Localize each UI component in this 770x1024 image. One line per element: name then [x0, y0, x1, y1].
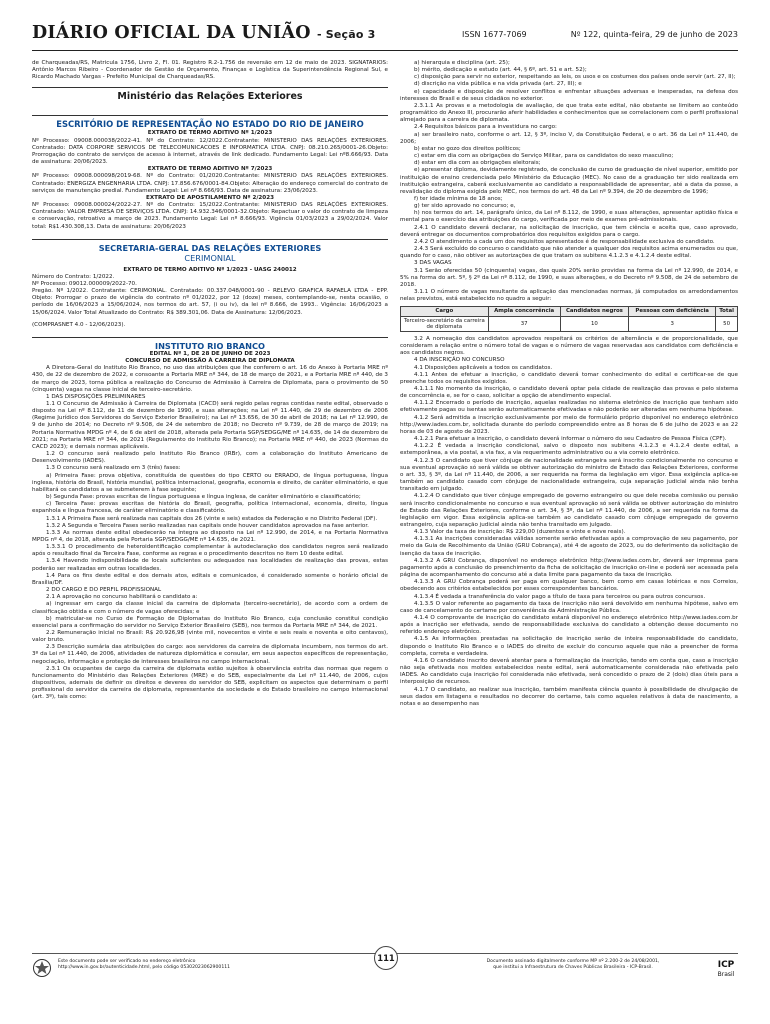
- table-cell: 50: [716, 316, 738, 331]
- verification-note: Este documento pode ser verificado no endereço eletrônico http://www.in.gov.br/autenticidade.html, pelo código 05302023062900111: [58, 959, 231, 970]
- table-header: Total: [716, 307, 738, 316]
- paragraph: c) Terceira Fase: provas escritas de história do Brasil, geografia, política internacional, economia, direito, língua espanhola e língua francesa, de caráter eliminatório e classificatório.: [32, 501, 388, 515]
- paragraph: 4.1.6 O candidato inscrito deverá atentar para a formalização da inscrição, tendo em conta que, caso a inscrição não seja efetivada nos moldes estabelecidos neste edital, será automaticamente considerada não efetivada pelo IADES. Ao candidato cuja inscrição foi considerada não efetivada, será concedido o prazo de 2 (dois) dias úteis para a interposição de recursos.: [400, 657, 738, 686]
- section-label: - Seção 3: [316, 28, 376, 41]
- paragraph: 2.1 A aprovação no concurso habilitará o candidato a:: [46, 594, 198, 601]
- paragraph: 4.1.2.4 O candidato que tiver cônjuge empregado de governo estrangeiro ou que dele receba comissão ou pensão será inscrito condicionalmente no concurso e sua eventual aprovação só será válida se obtiver autorização do ministro de Estado das Relações Exteriores, conforme o art. 34, § 3º, da Lei nº 11.440, de 2006, a ser requerida na forma da legislação em vigor. Essa exigência aplica-se também ao candidato casado com cônjuge empregado de governo estrangeiro, cuja separação judicial ainda não tenha transitado em julgado.: [400, 493, 738, 528]
- paragraph: 4.1.3.2 A GRU Cobrança, disponível no endereço eletrônico http://www.iades.com.br, deverá ser impressa para pagamento após a conclusão do preenchimento da ficha de solicitação de inscrição on-line e poderá ser acessada pela página de acompanhamento do concurso até a data limite para pagamento da taxa de inscrição.: [400, 557, 738, 579]
- table-header: Candidatos negros: [560, 307, 629, 316]
- paragraph: 2.3 Descrição sumária das atribuições do cargo: aos servidores da carreira de diplomata incumbem, nos termos do art. 3º da Lei nº 11.440, de 2006, atividades de natureza diplomática e consular, em seus aspectos específicos de representação, negociação, informação e proteção de interesses brasileiros no campo internacional.: [32, 644, 388, 665]
- paragraph: 2.4.2 O atendimento a cada um dos requisitos apresentados é de responsabilidade exclusiva do candidato.: [414, 238, 715, 245]
- table-cell: 3: [629, 316, 716, 331]
- paragraph: 2.3.1 Os ocupantes de cargo da carreira de diplomata estão sujeitos à observância estrita das normas que regem o funcionamento do Ministério das Relações Exteriores (MRE) e do SEB, especialmente da Lei nº 11.440, de 2006, cujos dispositivos, ademais de definir os direitos e deveres do servidor do SEB, explicitam os aspectos que determinam o perfil profissional do servidor da carreira de diplomata, representante da sociedade e do Estado brasileiro no campo internacional (art. 3º), tais como:: [32, 665, 388, 701]
- paragraph: e) apresentar diploma, devidamente registrado, de conclusão de curso de graduação de nível superior, emitido por instituição de ensino credenciada pelo Ministério da Educação (MEC). No caso de a graduação ter sido realizada em instituição estrangeira, caberá exclusivamente ao candidato a responsabilidade de apresentar, até a data da posse, a revalidação do diploma exigida pelo MEC, nos termos do art. 48 da Lei nº 9.394, de 20 de dezembro de 1996;: [400, 167, 738, 195]
- paragraph: 2.4.1 O candidato deverá declarar, na solicitação de inscrição, que tem ciência e aceita que, caso aprovado, deverá entregar os documentos comprobatórios dos requisitos exigidos para o cargo.: [400, 224, 738, 238]
- extract-body: Nº Processo: 09008.000098/2019-68. Nº do Contrato: 01/2020.Contratante: MINISTERIO DAS RELAÇÕES EXTERIORES. Contratado: ENERGIZA ENGENHARIA LTDA. CNPJ: 17.856.676/0001-84.Objeto: Alteração do endereço comercial do contrato de serviços de manutenção predial. Fundamento Legal: Lei nº 8.666/93. Data de assinatura: 23/06/2023.: [32, 173, 388, 194]
- journal-title: DIÁRIO OFICIAL DA UNIÃO - Seção 3: [32, 23, 376, 43]
- page-footer: [32, 945, 738, 981]
- paragraph: 4.1.3.5 O valor referente ao pagamento da taxa de inscrição não será devolvido em nenhuma hipótese, salvo em caso de cancelamento do certame por conveniência da Administração Pública.: [400, 600, 738, 614]
- office-heading: ESCRITÓRIO DE REPRESENTAÇÃO NO ESTADO DO RIO DE JANEIRO: [32, 115, 388, 130]
- paragraph: 4.1.1.1 No momento da inscrição, o candidato deverá optar pela cidade de realização das provas e pelo sistema de concorrência e, se for o caso, solicitar a opção de atendimento especial.: [400, 386, 738, 400]
- paragraph: a) hierarquia e disciplina (art. 25);: [414, 60, 510, 66]
- vacancies-table: [400, 306, 738, 332]
- comprasnet-note: (COMPRASNET 4.0 - 12/06/2023).: [32, 321, 126, 328]
- paragraph: 4.1.5 As informações prestadas na solicitação de inscrição serão de inteira responsabilidade do candidato, dispondo o Instituto Rio Branco e o IADES do direito de excluir do concurso aquele que não a preencher de forma completa, correta e verdadeira.: [400, 636, 738, 657]
- paragraph: 4.1.2.2 É vedada a inscrição condicional, salvo o disposto nos subitens 4.1.2.3 e 4.1.2.4 deste edital, a extemporânea, a via postal, a via fax, a via requerimento administrativo ou a via correio eletrônico.: [400, 443, 738, 457]
- section-heading: 4 DA INSCRIÇÃO NO CONCURSO: [414, 357, 505, 364]
- table-header-row: [401, 307, 738, 316]
- paragraph: a) ser brasileiro nato, conforme o art. 12, § 3º, inciso V, da Constituição Federal, e o art. 36 da Lei nº 11.440, de 2006;: [400, 131, 738, 145]
- extract-title: EXTRATO DE TERMO ADITIVO Nº 1/2023: [147, 130, 273, 137]
- paragraph: 4.1.3.3 A GRU Cobrança poderá ser paga em qualquer banco, bem como em casas lotéricas e nos Correios, obedecendo aos critérios estabelecidos por esses correspondentes bancários.: [400, 579, 738, 593]
- paragraph: d) discrição na vida pública e na vida privada (art. 27, III); e: [414, 81, 582, 88]
- paragraph: g) ter sido aprovado no concurso; e,: [414, 203, 516, 210]
- extract-body: Nº Processo: 09008.000024/2022-27. Nº do Contrato: 15/2022.Contratante: MINISTERIO DAS RELAÇÕES EXTERIORES. Contratado: VALOR EMPRESA DE SERVIÇOS LTDA. CNPJ: 14.932.346/0001-32.Objeto: Repactuar o valor do contrato de limpeza e conservação, retroativo a março de 2023. Fundamento Legal: Lei nº 8.666/93. Vigência 01/03/2023 a 29/02/2024. Valor total: R$1.430.308,13. Data de assinatura: 20/06/2023: [32, 202, 388, 230]
- table-header: Pessoas com deficiência: [629, 307, 716, 316]
- paragraph: 1.3.4 Havendo indisponibilidade de locais suficientes ou adequados nas localidades de realização das provas, estas poderão ser realizadas em outras localidades.: [32, 558, 388, 572]
- paragraph: 1.3.2 A Segunda e Terceira Fases serão realizadas nas capitais onde houver candidatos aprovados na fase anterior.: [46, 522, 369, 529]
- extract-title: EXTRATO DE TERMO ADITIVO Nº 7/2023: [147, 166, 273, 173]
- paragraph: 4.1.1 Antes de efetuar a inscrição, o candidato deverá tomar conhecimento do edital e certificar-se de que preenche todos os requisitos exigidos.: [400, 371, 738, 385]
- paragraph: f) ter idade mínima de 18 anos;: [414, 195, 503, 202]
- institute-heading: INSTITUTO RIO BRANCO: [32, 337, 388, 351]
- table-cell: 37: [488, 316, 560, 331]
- table-cell: Terceiro-secretário da carreira de diplomata: [401, 316, 489, 331]
- paragraph: A Diretora-Geral do Instituto Rio Branco, no uso das atribuições que lhe conferem o art. 16 do Anexo à Portaria MRE nº 430, de 22 de dezembro de 2022, e consoante a Portaria MRE nº 344, de 18 de março de 2021, e a Portaria MRE nº 440, de 3 de março de 2023, torna pública a realização do Concurso de Admissão à Carreira de Diplomata, para o provimento de 50 (cinquenta) vagas na classe inicial de terceiro-secretário.: [32, 365, 388, 393]
- cerimonial-heading: CERIMONIAL: [184, 252, 236, 263]
- table-row: [401, 316, 738, 331]
- section-heading: 2 DO CARGO E DO PERFIL PROFISSIONAL: [46, 587, 162, 594]
- extract-body: Nº Processo: 09008.000038/2022-41. Nº do Contrato: 12/2022.Contratante: MINISTERIO DAS RELAÇÕES EXTERIORES. Contratado: DATA CORPORE SERVICOS DE TELECOMUNICACOES E INFORMATICA LTDA. CNPJ: 08.210.265/0001-26.Objeto: Prorrogação do contrato de serviços de acesso à internet, através de link dedicado. Fundamento Legal: Lei nº8.666/93. Data de assinatura: 20/06/2023.: [32, 137, 388, 166]
- paragraph: 1.2 O concurso será realizado pelo Instituto Rio Branco (IRBr), com a colaboração do Instituto Americano de Desenvolvimento (IADES).: [32, 451, 388, 465]
- paragraph: 1.3.1 A Primeira Fase será realizada nas capitais dos 26 (vinte e seis) estados da Federação e no Distrito Federal (DF).: [46, 515, 378, 522]
- paragraph: b) Segunda Fase: provas escritas de língua portuguesa e língua inglesa, de caráter eliminatório e classificatório;: [46, 494, 361, 501]
- paragraph: 4.1.2 Será admitida a inscrição exclusivamente por meio de formulário próprio disponível no endereço eletrônico http://www.iades.com.br, solicitada durante do período compreendido entre as 8 horas de 6 de julho de 2023 e as 22 horas de 03 de agosto de 2023.: [400, 414, 738, 435]
- section-heading: 3 DAS VAGAS: [414, 260, 452, 267]
- paragraph: 4.1.2.1 Para efetuar a inscrição, o candidato deverá informar o número do seu Cadastro de Pessoa Física (CPF).: [414, 436, 727, 443]
- paragraph: 1.3.3.1 O procedimento de heteroidentificação complementar à autodeclaração dos candidatos negros será realizado após o resultado final da Terceira Fase, conforme as regras e o procedimento descritos no item 10 deste edital.: [32, 544, 388, 558]
- paragraph: b) mérito, dedicação e estudo (art. 44, § 6º, art. 51 e art. 52);: [414, 67, 587, 74]
- paragraph: h) nos termos do art. 14, parágrafo único, da Lei nº 8.112, de 1990, e suas alterações, apresentar aptidão física e mental para o exercício das atribuições do cargo, verificada por meio de exames pré-admissionais.: [400, 210, 738, 224]
- paragraph: b) estar no gozo dos direitos políticos;: [414, 145, 521, 152]
- paragraph: 4.1.2.3 O candidato que tiver cônjuge de nacionalidade estrangeira será inscrito condicionalmente no concurso e sua eventual aprovação só será válida se obtiver autorização do ministro de Estado das Relações Exteriores, conforme o art. 33, § 3º, da Lei nº 11.440, de 2006, a ser requerida na forma da legislação em vigor. Essa exigência aplica-se também ao candidato casado com cônjuge de nacionalidade estrangeira, cuja separação judicial ainda não tenha transitado em julgado.: [400, 457, 738, 493]
- paragraph: de Charqueadas/RS, Matrícula 1756, Livro 2, Fl. 01. Registro R.2-1.756 de reversão em 12 de maio de 2023. SIGNATÁRIOS: Antônio Marcos Ribeiro - Coordenador de Gestão de Orçamento, Finanças e Logística da Superintendência Regional Sul, e Ricardo Machado Vargas - Prefeito Municipal de Charqueadas/RS.: [32, 60, 388, 81]
- paragraph: 4.1.3.4 É vedada a transferência do valor pago a título de taxa para terceiros ou para outros concursos.: [414, 593, 706, 600]
- paragraph: 1.4 Para os fins deste edital e dos demais atos, editais e comunicados, é considerado somente o horário oficial de Brasília/DF.: [32, 572, 388, 586]
- secretariat-heading: SECRETARIA-GERAL DAS RELAÇÕES EXTERIORES: [32, 239, 388, 253]
- signature-note: Documento assinado digitalmente conforme MP nº 2.200-2 de 24/08/2001, que institui a Infraestrutura de Chaves Públicas Brasileira - ICP-Brasil.: [486, 959, 660, 970]
- page-number: 111: [374, 946, 398, 970]
- paragraph: a) ingressar em cargo da classe inicial da carreira de diplomata (terceiro-secretário), de acordo com a ordem de classificação obtida e com o número de vagas oferecidas; e: [32, 601, 388, 615]
- extract-body: Número do Contrato: 1/2022. Nº Processo: 09012.000009/2022-70. Pregão. Nº 1/2022. Contratante: CERIMONIAL. Contratado: 00.337.048/0001-90 - RELEVO GRAFICA RAFAELA LTDA - EPP. Objeto: Prorrogar o prazo de vigência do contrato nº 01/2022, por 12 (doze) meses, contemplando-se, nesta ocasião, o período de 16/06/2023 a 15/06/2024, nos termos do art. 57, (i ou iv), da lei nº 8.666, de 1993.. Vigência: 16/06/2023 a 15/06/2024. Valor Total Atualizado do Contrato: R$ 389.301,06. Data de Assinatura: 12/06/2023.: [32, 273, 388, 316]
- ministry-heading: Ministério das Relações Exteriores: [32, 87, 388, 103]
- issn: ISSN 1677-7069: [462, 30, 527, 39]
- coat-of-arms-icon: [32, 958, 52, 978]
- paragraph: a) Primeira Fase: prova objetiva, constituída de questões do tipo CERTO ou ERRADO, de língua portuguesa, língua inglesa, história do Brasil, história mundial, política internacional, geografia, economia e direito, de caráter eliminatório, e que habilitará os candidatos a se submeterem à fase seguinte;: [32, 472, 388, 493]
- edition-date: Nº 122, quinta-feira, 29 de junho de 2023: [570, 30, 738, 39]
- extract-title: EXTRATO DE APOSTILAMENTO Nº 2/2023: [146, 194, 274, 201]
- paragraph: 4.1.7 O candidato, ao realizar sua inscrição, também manifesta ciência quanto à possibilidade de divulgação de seus dados em listagens e resultados no decorrer do certame, tais como aqueles relativos à data de nascimento, a notas e ao desempenho nas: [400, 686, 738, 707]
- table-header: Ampla concorrência: [488, 307, 560, 316]
- right-column: [400, 60, 738, 952]
- paragraph: c) disposição para servir no exterior, respeitando as leis, os usos e os costumes dos países onde servir (art. 27, II);: [414, 74, 736, 81]
- svg-text:Brasil: Brasil: [717, 971, 735, 978]
- paragraph: 1.3.3 As normas deste edital obedecerão na íntegra ao disposto na Lei nº 12.990, de 2014, e na Portaria Normativa MPDG nº 4, de 2018, alterada pela Portaria SGP/SEDGG/ME nº 14.635, de 2021.: [32, 529, 388, 543]
- paragraph: 3.1 Serão oferecidas 50 (cinquenta) vagas, das quais 20% serão providas na forma da Lei nº 12.990, de 2014, e 5% na forma do art. 5º, § 2º da Lei nº 8.112, de 1990, e suas alterações, e do Decreto nº 9.508, de 24 de setembro de 2018.: [400, 267, 738, 288]
- paragraph: 4.1.3.1 As inscrições consideradas válidas somente serão efetivadas após a comprovação de seu pagamento, por meio da Guia de Recolhimento da União (GRU Cobrança), até 4 de agosto de 2023, ou do deferimento da solicitação de isenção da taxa de inscrição.: [400, 536, 738, 557]
- edital-title: EDITAL Nº 1, DE 28 DE JUNHO DE 2023 CONCURSO DE ADMISSÃO À CARREIRA DE DIPLOMATA: [125, 350, 295, 365]
- icp-brasil-logo-icon: [714, 956, 738, 980]
- paragraph: 2.3.1.1 As provas e a metodologia de avaliação, de que trata este edital, não obstante se limitem ao conteúdo programático do Anexo III, procurarão aferir habilidades e conhecimentos que se correlacionem com o perfil profissional almejado para a carreira de diplomata.: [400, 102, 738, 124]
- paragraph: b) matricular-se no Curso de Formação de Diplomatas do Instituto Rio Branco, cuja conclusão constitui condição essencial para a confirmação do servidor no Serviço Exterior Brasileiro (SEB), nos termos da Portaria MRE nº 344, de 2021.: [32, 615, 388, 629]
- paragraph: 4.1 Disposições aplicáveis a todos os candidatos.: [414, 364, 553, 371]
- paragraph: 3.2 A nomeação dos candidatos aprovados respeitará os critérios de alternância e de proporcionalidade, que consideram a relação entre o número total de vagas e o número de vagas reservadas aos candidatos com deficiência e aos candidatos negros.: [400, 335, 738, 357]
- paragraph: d) estar em dia com as obrigações eleitorais;: [414, 160, 541, 167]
- paragraph: 4.1.4 O comprovante de inscrição do candidato estará disponível no endereço eletrônico http://www.iades.com.br após a inscrição ser efetivada, sendo de responsabilidade exclusiva do candidato a obtenção desse documento no referido endereço eletrônico.: [400, 615, 738, 636]
- paragraph: 1.1 O Concurso de Admissão à Carreira de Diplomata (CACD) será regido pelas regras contidas neste edital, observado o disposto na Lei nº 8.112, de 11 de dezembro de 1990, e suas alterações; na Lei nº 11.440, de 29 de dezembro de 2006 (Regime Jurídico dos Servidores do Serviço Exterior Brasileiro); na Lei nº 13.656, de 30 de abril de 2018; na Lei nº 12.990, de 9 de junho de 2014; no Decreto nº 9.508, de 24 de setembro de 2018; no Decreto nº 9.739, de 28 de março de 2019; na Portaria Normativa MPDG nº 4, de 6 de abril de 2018, alterada pela Portaria SGP/SEDGG/ME nº 14.635, de 14 de dezembro de 2021; na Portaria MRE nº 344, de 2021 (Regulamento do Instituto Rio Branco); na Portaria MRE nº 440, de 2023 (Normas do CACD 2023); e demais normas aplicáveis.: [32, 401, 388, 450]
- extract-title: EXTRATO DE TERMO ADITIVO Nº 1/2023 - UASG 240012: [123, 266, 297, 273]
- paragraph: 1.3 O concurso será realizado em 3 (três) fases:: [46, 465, 181, 472]
- page-header: [32, 21, 738, 51]
- paragraph: c) estar em dia com as obrigações do Serviço Militar, para os candidatos do sexo masculino;: [414, 153, 674, 160]
- paragraph: 2.4 Requisitos básicos para a investidura no cargo:: [414, 124, 557, 131]
- table-cell: 10: [560, 316, 629, 331]
- section-heading: 1 DAS DISPOSIÇÕES PRELIMINARES: [46, 393, 146, 400]
- paragraph: 2.4.3 Será excluído do concurso o candidato que não atender a qualquer dos requisitos acima enumerados ou que, quando for o caso, não obtiver as autorizações de que tratam os subitens 4.1.2.3 e 4.1.2.4 deste edital.: [400, 246, 738, 260]
- left-column: [32, 60, 388, 952]
- table-header: Cargo: [401, 307, 489, 316]
- paragraph: e) capacidade e disposição de resolver conflitos e enfrentar situações adversas e inesperadas, na defesa dos interesses do Brasil e de seus cidadãos no exterior.: [400, 88, 738, 102]
- paragraph: 3.1.1 O número de vagas resultante da aplicação das mencionadas normas, já computados os arredondamentos nelas previstos, está estabelecido no quadro a seguir:: [400, 289, 738, 303]
- svg-text:ICP: ICP: [717, 960, 735, 970]
- paragraph: 2.2 Remuneração inicial no Brasil: R$ 20.926,98 (vinte mil, novecentos e vinte e seis reais e noventa e oito centavos), valor bruto.: [32, 630, 388, 644]
- paragraph: 4.1.1.2 Encerrado o período de inscrição, aquelas realizadas no sistema eletrônico de inscrição que tenham sido efetivamente pagas ou isentas serão automaticamente efetivadas e não poderão ser alteradas em nenhuma hipótese.: [400, 400, 738, 414]
- paragraph: 4.1.3 Valor da taxa de inscrição: R$ 229,00 (duzentos e vinte e nove reais).: [414, 529, 626, 536]
